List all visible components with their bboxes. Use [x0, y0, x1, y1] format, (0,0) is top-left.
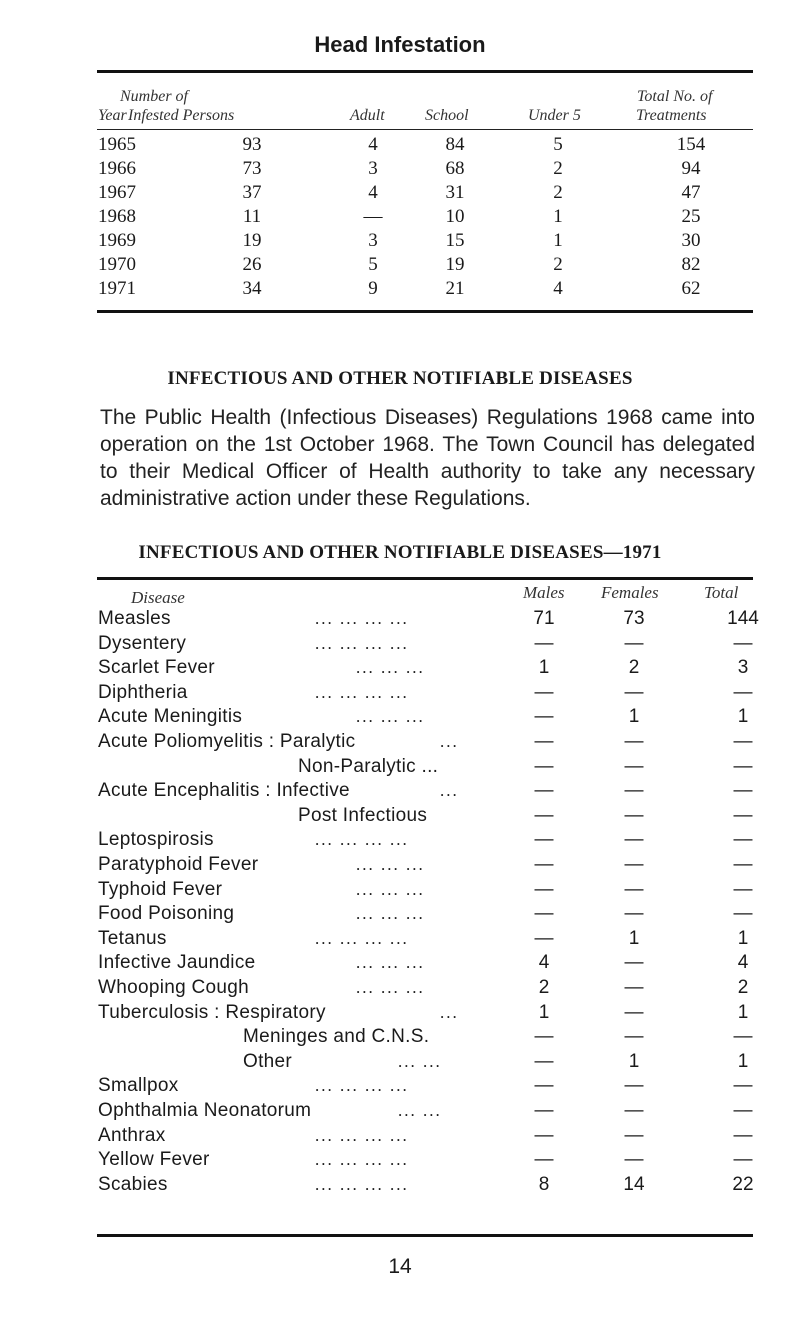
disease-label: Acute Poliomyelitis : Paralytic: [98, 731, 356, 752]
disease-label: Scarlet Fever: [98, 657, 215, 679]
leader-dots: ... ... ... ...: [315, 928, 409, 948]
header-disease: Disease: [131, 588, 185, 607]
total-cell: —: [733, 1149, 753, 1171]
leader-dots: ... ...: [398, 1101, 442, 1120]
disease-label: Scabies: [98, 1173, 168, 1195]
regulations-paragraph: The Public Health (Infectious Diseases) Regulations 1968 came into operation on the 1st October 1968. The Town Council has delegated to their Medical Officer of Health authority to take any necessary administrative action under these Regulations.: [100, 406, 755, 510]
value-cell: 25: [681, 206, 701, 227]
males-cell: —: [534, 1149, 554, 1171]
value-cell: 5: [368, 254, 378, 275]
leader-dots: ... ... ... ...: [315, 830, 409, 850]
males-cell: —: [534, 1100, 554, 1121]
males-cell: —: [534, 731, 554, 752]
value-cell: 4: [368, 182, 378, 203]
section-heading: INFECTIOUS AND OTHER NOTIFIABLE DISEASES: [167, 368, 633, 389]
disease-label: Anthrax: [98, 1124, 166, 1146]
header-number-line1: Number of: [120, 88, 188, 105]
females-cell: —: [624, 903, 644, 925]
total-cell: 1: [737, 1050, 749, 1072]
value-cell: 3: [368, 158, 378, 179]
header-rule: [97, 129, 753, 130]
leader-dots: ...: [440, 781, 459, 801]
value-cell: 2: [553, 254, 563, 275]
head-infestation-title: Head Infestation: [314, 32, 486, 57]
table-top-rule: [97, 70, 753, 73]
total-cell: —: [733, 632, 753, 654]
value-cell: 15: [445, 230, 465, 251]
header-year: Year: [98, 107, 127, 124]
total-cell: —: [733, 903, 753, 925]
females-cell: —: [624, 1124, 644, 1146]
leader-dots: ... ... ...: [356, 904, 425, 924]
value-cell: 37: [242, 182, 262, 203]
value-cell: 4: [553, 278, 563, 299]
leader-dots: ... ... ...: [356, 879, 425, 899]
males-cell: —: [534, 903, 554, 925]
year-cell: 1965: [98, 134, 136, 155]
total-cell: —: [733, 731, 753, 752]
value-cell: 47: [681, 182, 701, 203]
leader-dots: ... ... ...: [356, 658, 425, 678]
header-total-line2: Treatments: [636, 107, 707, 124]
males-cell: 71: [533, 608, 555, 629]
total-cell: —: [733, 878, 753, 900]
total-cell: 4: [737, 952, 749, 974]
total-cell: —: [733, 854, 753, 875]
value-cell: 1: [553, 206, 563, 227]
disease-label: Acute Meningitis: [98, 706, 243, 728]
value-cell: 34: [242, 278, 262, 299]
males-cell: —: [534, 927, 554, 949]
females-cell: —: [624, 1001, 644, 1023]
leader-dots: ... ... ... ...: [315, 1076, 409, 1096]
table-bottom-rule: [97, 310, 753, 313]
males-cell: —: [534, 755, 554, 777]
males-cell: 1: [538, 657, 550, 679]
males-cell: —: [534, 829, 554, 851]
value-cell: 31: [445, 182, 465, 203]
value-cell: 68: [445, 158, 465, 179]
disease-label: Tetanus: [98, 927, 167, 949]
males-cell: —: [534, 1050, 554, 1072]
header-males: Males: [523, 583, 565, 602]
females-cell: 1: [628, 927, 640, 949]
year-cell: 1970: [98, 254, 136, 275]
males-cell: 1: [538, 1001, 550, 1023]
value-cell: 9: [368, 278, 378, 299]
males-cell: —: [534, 1124, 554, 1146]
males-cell: —: [534, 706, 554, 728]
disease-label: Smallpox: [98, 1075, 179, 1097]
females-cell: —: [624, 681, 644, 703]
value-cell: 4: [368, 134, 378, 155]
total-cell: 2: [737, 977, 749, 998]
value-cell: 19: [445, 254, 465, 275]
value-cell: 2: [553, 182, 563, 203]
males-cell: 8: [538, 1173, 550, 1195]
disease-label: Non-Paralytic ...: [298, 755, 439, 777]
disease-label: Yellow Fever: [98, 1149, 210, 1171]
total-cell: 144: [727, 608, 759, 629]
leader-dots: ...: [440, 1002, 459, 1022]
leader-dots: ... ... ...: [356, 855, 425, 874]
leader-dots: ... ... ... ...: [315, 1150, 409, 1170]
females-cell: —: [624, 1149, 644, 1171]
females-cell: —: [624, 829, 644, 851]
disease-label: Acute Encephalitis : Infective: [98, 780, 350, 802]
disease-label: Measles: [98, 608, 171, 629]
value-cell: 10: [445, 206, 465, 227]
leader-dots: ... ... ... ...: [315, 609, 409, 628]
header-under5: Under 5: [528, 107, 581, 124]
females-cell: —: [624, 731, 644, 752]
value-cell: 1: [553, 230, 563, 251]
males-cell: 4: [538, 952, 550, 974]
males-cell: —: [534, 878, 554, 900]
females-cell: 1: [628, 1050, 640, 1072]
males-cell: —: [534, 681, 554, 703]
value-cell: 94: [681, 158, 701, 179]
disease-label: Infective Jaundice: [98, 952, 256, 974]
total-cell: —: [733, 780, 753, 802]
total-cell: 3: [737, 657, 749, 679]
males-cell: —: [534, 804, 554, 826]
disease-table-bottom-rule: [97, 1234, 753, 1237]
value-cell: 26: [242, 254, 262, 275]
males-cell: —: [534, 780, 554, 802]
leader-dots: ... ... ...: [356, 978, 425, 997]
disease-label: Diphtheria: [98, 681, 188, 703]
females-cell: —: [624, 1100, 644, 1121]
header-total-line1: Total No. of: [637, 88, 713, 105]
total-cell: 1: [737, 927, 749, 949]
year-cell: 1969: [98, 230, 136, 251]
disease-label: Dysentery: [98, 632, 187, 654]
value-cell: 21: [445, 278, 465, 299]
disease-label: Whooping Cough: [98, 977, 250, 998]
females-cell: —: [624, 1075, 644, 1097]
value-cell: 3: [368, 230, 378, 251]
disease-label: Other: [243, 1050, 293, 1072]
disease-label: Food Poisoning: [98, 903, 235, 925]
disease-label: Meninges and C.N.S.: [243, 1026, 430, 1048]
leader-dots: ... ... ... ...: [315, 1174, 409, 1194]
total-cell: —: [733, 1100, 753, 1121]
disease-label: Post Infectious: [298, 804, 428, 826]
leader-dots: ...: [440, 732, 459, 751]
females-cell: —: [624, 632, 644, 654]
value-cell: 73: [242, 158, 262, 179]
females-cell: —: [624, 878, 644, 900]
header-school: School: [425, 107, 469, 124]
value-cell: 84: [445, 134, 465, 155]
value-cell: 154: [676, 134, 706, 155]
disease-table-top-rule: [97, 577, 753, 580]
females-cell: —: [624, 977, 644, 998]
total-cell: —: [733, 1075, 753, 1097]
disease-label: Ophthalmia Neonatorum: [98, 1100, 312, 1121]
header-females: Females: [601, 583, 659, 602]
value-cell: 2: [553, 158, 563, 179]
disease-label: Tuberculosis : Respiratory: [98, 1001, 326, 1023]
year-cell: 1966: [98, 158, 136, 179]
leader-dots: ... ... ...: [356, 707, 425, 727]
disease-table-heading: INFECTIOUS AND OTHER NOTIFIABLE DISEASES—1971: [138, 542, 662, 563]
males-cell: 2: [538, 977, 550, 998]
females-cell: 14: [623, 1173, 645, 1195]
page-number: 14: [388, 1255, 412, 1278]
total-cell: —: [733, 1026, 753, 1048]
value-cell: 93: [242, 134, 262, 155]
disease-label: Leptospirosis: [98, 829, 214, 851]
females-cell: —: [624, 952, 644, 974]
disease-label: Typhoid Fever: [98, 878, 223, 900]
header-adult: Adult: [350, 107, 385, 124]
value-cell: 82: [681, 254, 701, 275]
females-cell: 1: [628, 706, 640, 728]
females-cell: —: [624, 1026, 644, 1048]
males-cell: —: [534, 1026, 554, 1048]
leader-dots: ... ... ... ...: [315, 633, 409, 653]
females-cell: —: [624, 755, 644, 777]
total-cell: —: [733, 804, 753, 826]
total-cell: —: [733, 1124, 753, 1146]
total-cell: —: [733, 755, 753, 777]
total-cell: 1: [737, 1001, 749, 1023]
total-cell: 22: [732, 1173, 754, 1195]
year-cell: 1967: [98, 182, 136, 203]
females-cell: —: [624, 780, 644, 802]
value-cell: 62: [681, 278, 701, 299]
header-total: Total: [704, 583, 739, 602]
females-cell: 73: [623, 608, 645, 629]
value-cell: 30: [681, 230, 701, 251]
total-cell: —: [733, 829, 753, 851]
total-cell: —: [733, 681, 753, 703]
header-number-line2: Infested Persons: [128, 107, 235, 124]
males-cell: —: [534, 632, 554, 654]
value-cell: 11: [242, 206, 262, 227]
leader-dots: ... ... ... ...: [315, 682, 409, 702]
males-cell: —: [534, 1075, 554, 1097]
females-cell: —: [624, 854, 644, 875]
year-cell: 1971: [98, 278, 136, 299]
females-cell: 2: [628, 657, 640, 679]
total-cell: 1: [737, 706, 749, 728]
leader-dots: ... ... ...: [356, 953, 425, 973]
leader-dots: ... ... ... ...: [315, 1125, 409, 1145]
value-cell: 5: [553, 134, 563, 155]
females-cell: —: [624, 804, 644, 826]
value-cell: 19: [242, 230, 262, 251]
value-cell: —: [363, 206, 383, 227]
year-cell: 1968: [98, 206, 136, 227]
leader-dots: ... ...: [398, 1051, 442, 1071]
disease-label: Paratyphoid Fever: [98, 854, 259, 875]
males-cell: —: [534, 854, 554, 875]
